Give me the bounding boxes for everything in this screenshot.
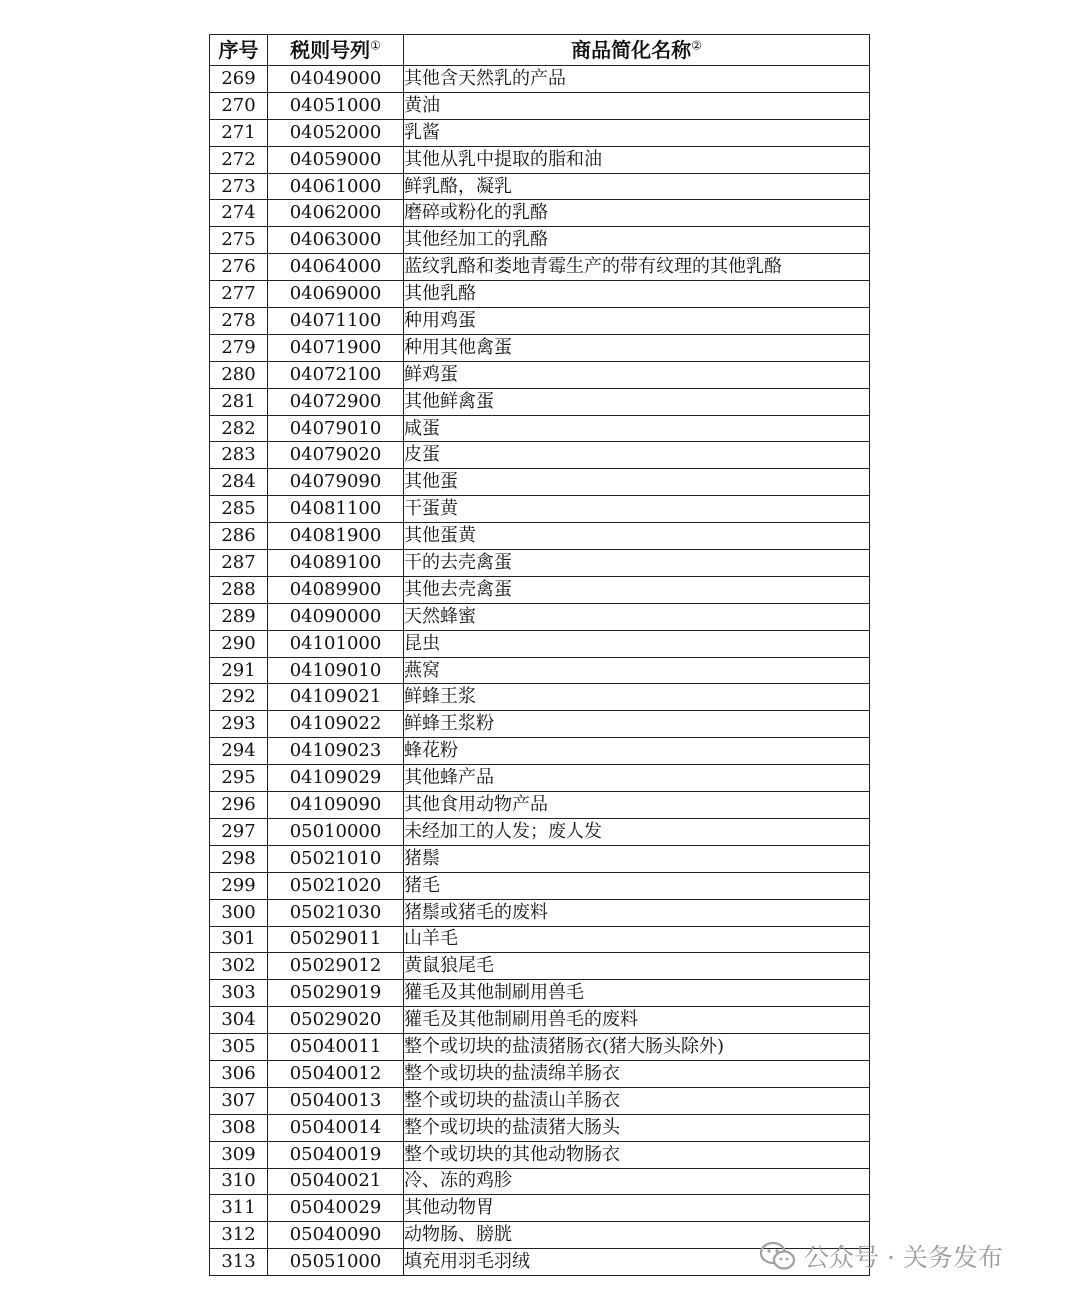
product-name-cell: 其他动物胃	[404, 1195, 870, 1222]
serial-number-cell: 269	[210, 66, 268, 93]
table-row	[210, 792, 870, 819]
serial-number-cell: 309	[210, 1141, 268, 1168]
tariff-code-cell: 05040011	[268, 1034, 404, 1061]
serial-number-cell: 274	[210, 200, 268, 227]
serial-number-cell: 302	[210, 953, 268, 980]
product-name-cell: 动物肠、膀胱	[404, 1222, 870, 1249]
watermark-text: 公众号 · 关务发布	[804, 1243, 1003, 1272]
product-name-cell: 黄鼠狼尾毛	[404, 953, 870, 980]
tariff-code-cell: 05029012	[268, 953, 404, 980]
serial-number-cell: 285	[210, 496, 268, 523]
table-row	[210, 1168, 870, 1195]
product-name-cell: 填充用羽毛羽绒	[404, 1249, 870, 1276]
table-row	[210, 550, 870, 577]
tariff-code-cell: 05040021	[268, 1168, 404, 1195]
tariff-code-cell: 04071100	[268, 308, 404, 335]
table-row	[210, 576, 870, 603]
tariff-code-cell: 04081900	[268, 523, 404, 550]
tariff-code-cell: 04061000	[268, 173, 404, 200]
product-name-cell: 獾毛及其他制刷用兽毛的废料	[404, 1007, 870, 1034]
product-name-cell: 皮蛋	[404, 442, 870, 469]
serial-number-cell: 286	[210, 523, 268, 550]
table-row	[210, 765, 870, 792]
product-name-cell: 种用其他禽蛋	[404, 334, 870, 361]
tariff-code-cell: 04089900	[268, 576, 404, 603]
product-name-cell: 其他鲜禽蛋	[404, 388, 870, 415]
serial-number-cell: 292	[210, 684, 268, 711]
serial-number-cell: 284	[210, 469, 268, 496]
table-row	[210, 711, 870, 738]
tariff-code-cell: 04072900	[268, 388, 404, 415]
header-serial-number: 序号	[210, 35, 268, 66]
serial-number-cell: 312	[210, 1222, 268, 1249]
tariff-code-cell: 04089100	[268, 550, 404, 577]
table-row	[210, 899, 870, 926]
watermark	[760, 1238, 1003, 1274]
tariff-code-cell: 05051000	[268, 1249, 404, 1276]
tariff-code-cell: 04079020	[268, 442, 404, 469]
tariff-code-cell: 05029019	[268, 980, 404, 1007]
serial-number-cell: 283	[210, 442, 268, 469]
table-row	[210, 1114, 870, 1141]
tariff-code-cell: 04079090	[268, 469, 404, 496]
tariff-code-cell: 05040013	[268, 1087, 404, 1114]
serial-number-cell: 289	[210, 603, 268, 630]
serial-number-cell: 307	[210, 1087, 268, 1114]
tariff-code-cell: 05021030	[268, 899, 404, 926]
serial-number-cell: 308	[210, 1114, 268, 1141]
serial-number-cell: 294	[210, 738, 268, 765]
serial-number-cell: 271	[210, 119, 268, 146]
product-name-cell: 其他从乳中提取的脂和油	[404, 146, 870, 173]
tariff-code-cell: 05040090	[268, 1222, 404, 1249]
table-row	[210, 119, 870, 146]
tariff-code-cell: 04063000	[268, 227, 404, 254]
product-name-cell: 整个或切块的盐渍山羊肠衣	[404, 1087, 870, 1114]
serial-number-cell: 303	[210, 980, 268, 1007]
table-row	[210, 523, 870, 550]
table-row	[210, 173, 870, 200]
serial-number-cell: 279	[210, 334, 268, 361]
product-name-cell: 鲜蜂王浆	[404, 684, 870, 711]
table-row	[210, 980, 870, 1007]
table-row	[210, 1195, 870, 1222]
product-name-cell: 蓝纹乳酪和娄地青霉生产的带有纹理的其他乳酪	[404, 254, 870, 281]
serial-number-cell: 282	[210, 415, 268, 442]
table-row	[210, 334, 870, 361]
tariff-code-cell: 05029011	[268, 926, 404, 953]
table-row	[210, 684, 870, 711]
table-row	[210, 926, 870, 953]
table-row	[210, 603, 870, 630]
product-name-cell: 猪鬃或猪毛的废料	[404, 899, 870, 926]
table-row	[210, 308, 870, 335]
tariff-code-cell: 05010000	[268, 818, 404, 845]
table-body	[210, 66, 870, 1276]
serial-number-cell: 296	[210, 792, 268, 819]
table-row	[210, 388, 870, 415]
product-name-cell: 冷、冻的鸡胗	[404, 1168, 870, 1195]
table-row	[210, 415, 870, 442]
product-name-cell: 干蛋黄	[404, 496, 870, 523]
tariff-code-cell: 04109029	[268, 765, 404, 792]
tariff-code-cell: 04069000	[268, 281, 404, 308]
tariff-code-cell: 05040019	[268, 1141, 404, 1168]
tariff-code-cell: 04081100	[268, 496, 404, 523]
serial-number-cell: 288	[210, 576, 268, 603]
serial-number-cell: 298	[210, 845, 268, 872]
footnote-marker-1: ①	[370, 38, 381, 53]
product-name-cell: 其他食用动物产品	[404, 792, 870, 819]
table-row	[210, 953, 870, 980]
product-name-cell: 猪鬃	[404, 845, 870, 872]
tariff-code-cell: 04051000	[268, 92, 404, 119]
table-row	[210, 496, 870, 523]
product-name-cell: 昆虫	[404, 630, 870, 657]
table-row	[210, 845, 870, 872]
product-name-cell: 蜂花粉	[404, 738, 870, 765]
table-row	[210, 1087, 870, 1114]
serial-number-cell: 290	[210, 630, 268, 657]
table-row	[210, 146, 870, 173]
serial-number-cell: 277	[210, 281, 268, 308]
tariff-code-cell: 05040029	[268, 1195, 404, 1222]
tariff-code-cell: 05021020	[268, 872, 404, 899]
product-name-cell: 黄油	[404, 92, 870, 119]
product-name-cell: 整个或切块的盐渍绵羊肠衣	[404, 1060, 870, 1087]
product-name-cell: 燕窝	[404, 657, 870, 684]
tariff-code-cell: 04109090	[268, 792, 404, 819]
table-row	[210, 92, 870, 119]
product-name-cell: 整个或切块的盐渍猪大肠头	[404, 1114, 870, 1141]
table-row	[210, 738, 870, 765]
serial-number-cell: 281	[210, 388, 268, 415]
serial-number-cell: 300	[210, 899, 268, 926]
product-name-cell: 其他蛋	[404, 469, 870, 496]
table-row	[210, 200, 870, 227]
product-name-cell: 其他蜂产品	[404, 765, 870, 792]
tariff-table	[209, 34, 870, 1276]
serial-number-cell: 297	[210, 818, 268, 845]
table-row	[210, 66, 870, 93]
product-name-cell: 其他蛋黄	[404, 523, 870, 550]
tariff-code-cell: 04079010	[268, 415, 404, 442]
product-name-cell: 其他含天然乳的产品	[404, 66, 870, 93]
header-row	[210, 35, 870, 66]
product-name-cell: 种用鸡蛋	[404, 308, 870, 335]
product-name-cell: 整个或切块的其他动物肠衣	[404, 1141, 870, 1168]
product-name-cell: 其他乳酪	[404, 281, 870, 308]
tariff-code-cell: 04062000	[268, 200, 404, 227]
serial-number-cell: 287	[210, 550, 268, 577]
product-name-cell: 猪毛	[404, 872, 870, 899]
tariff-code-cell: 05040012	[268, 1060, 404, 1087]
tariff-code-cell: 04049000	[268, 66, 404, 93]
serial-number-cell: 295	[210, 765, 268, 792]
header-tariff-code: 税则号列①	[268, 35, 404, 66]
product-name-cell: 獾毛及其他制刷用兽毛	[404, 980, 870, 1007]
table-row	[210, 254, 870, 281]
tariff-code-cell: 04072100	[268, 361, 404, 388]
tariff-code-cell: 04059000	[268, 146, 404, 173]
serial-number-cell: 278	[210, 308, 268, 335]
serial-number-cell: 280	[210, 361, 268, 388]
product-name-cell: 整个或切块的盐渍猪肠衣(猪大肠头除外)	[404, 1034, 870, 1061]
tariff-code-cell: 04090000	[268, 603, 404, 630]
header-product-name: 商品简化名称②	[404, 35, 870, 66]
serial-number-cell: 270	[210, 92, 268, 119]
serial-number-cell: 304	[210, 1007, 268, 1034]
product-name-cell: 其他去壳禽蛋	[404, 576, 870, 603]
tariff-code-cell: 04109021	[268, 684, 404, 711]
table-row	[210, 1007, 870, 1034]
product-name-cell: 鲜蜂王浆粉	[404, 711, 870, 738]
serial-number-cell: 291	[210, 657, 268, 684]
product-name-cell: 鲜鸡蛋	[404, 361, 870, 388]
product-name-cell: 咸蛋	[404, 415, 870, 442]
serial-number-cell: 299	[210, 872, 268, 899]
serial-number-cell: 273	[210, 173, 268, 200]
table-row	[210, 872, 870, 899]
tariff-code-cell: 04052000	[268, 119, 404, 146]
table-row	[210, 1060, 870, 1087]
serial-number-cell: 272	[210, 146, 268, 173]
serial-number-cell: 310	[210, 1168, 268, 1195]
footnote-marker-2: ②	[691, 38, 702, 53]
table-row	[210, 469, 870, 496]
product-name-cell: 磨碎或粉化的乳酪	[404, 200, 870, 227]
serial-number-cell: 275	[210, 227, 268, 254]
serial-number-cell: 313	[210, 1249, 268, 1276]
tariff-code-cell: 04064000	[268, 254, 404, 281]
product-name-cell: 鲜乳酪，凝乳	[404, 173, 870, 200]
product-name-cell: 山羊毛	[404, 926, 870, 953]
product-name-cell: 乳酱	[404, 119, 870, 146]
table-row	[210, 442, 870, 469]
table-row	[210, 227, 870, 254]
tariff-code-cell: 04109023	[268, 738, 404, 765]
serial-number-cell: 305	[210, 1034, 268, 1061]
table-row	[210, 818, 870, 845]
table-row	[210, 630, 870, 657]
table-row	[210, 1034, 870, 1061]
product-name-cell: 未经加工的人发；废人发	[404, 818, 870, 845]
tariff-code-cell: 04109010	[268, 657, 404, 684]
product-name-cell: 天然蜂蜜	[404, 603, 870, 630]
table-row	[210, 281, 870, 308]
table-row	[210, 657, 870, 684]
serial-number-cell: 311	[210, 1195, 268, 1222]
tariff-code-cell: 04101000	[268, 630, 404, 657]
serial-number-cell: 276	[210, 254, 268, 281]
table-row	[210, 361, 870, 388]
product-name-cell: 其他经加工的乳酪	[404, 227, 870, 254]
table-row	[210, 1141, 870, 1168]
serial-number-cell: 306	[210, 1060, 268, 1087]
tariff-code-cell: 05040014	[268, 1114, 404, 1141]
product-name-cell: 干的去壳禽蛋	[404, 550, 870, 577]
serial-number-cell: 293	[210, 711, 268, 738]
tariff-code-cell: 05029020	[268, 1007, 404, 1034]
tariff-code-cell: 05021010	[268, 845, 404, 872]
tariff-code-cell: 04109022	[268, 711, 404, 738]
tariff-code-cell: 04071900	[268, 334, 404, 361]
serial-number-cell: 301	[210, 926, 268, 953]
wechat-icon	[760, 1241, 796, 1271]
